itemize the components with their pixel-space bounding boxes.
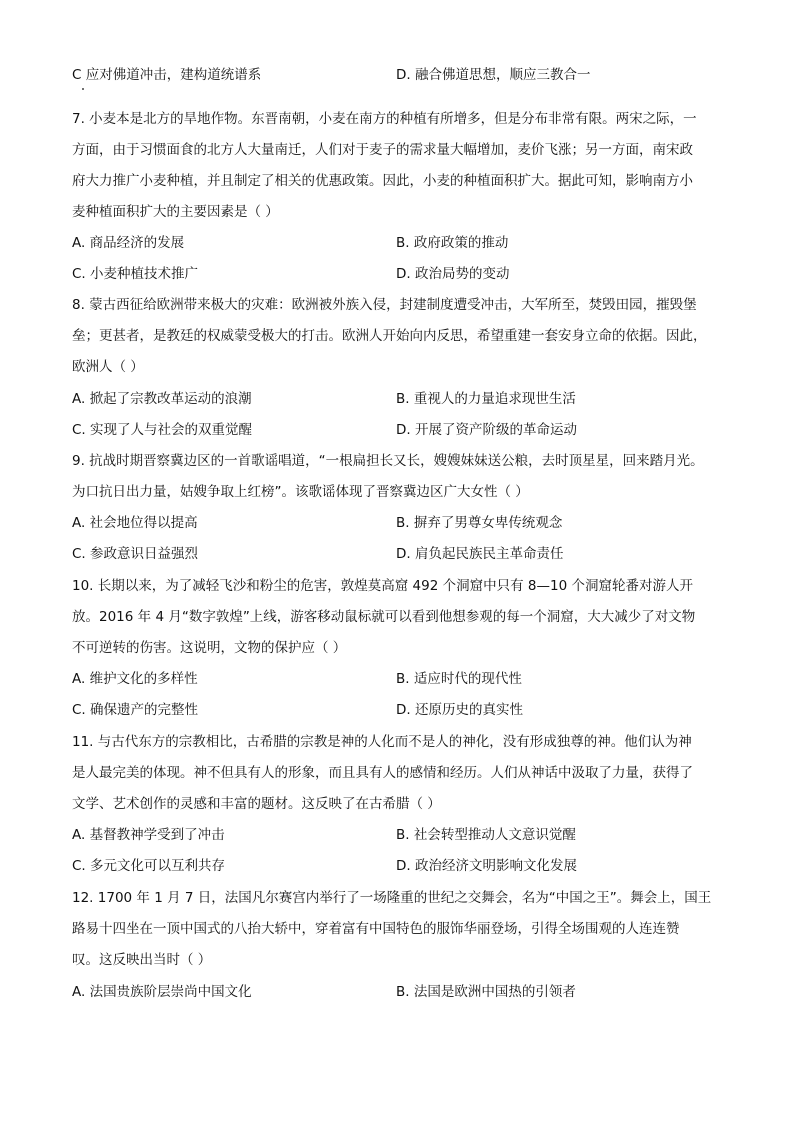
q8-stem-line-1: 8. 蒙古西征给欧洲带来极大的灾难：欧洲被外族入侵，封建制度遭受冲击，大军所至，焚毁田园，摧毁堡: [72, 297, 697, 313]
stray-dot: [82, 88, 84, 90]
q8-stem-line-2: 垒；更甚者，是教廷的权威蒙受极大的打击。欧洲人开始向内反思，希望重建一套安身立命的依据。因此，: [72, 328, 707, 344]
q11-stem-line-1: 11. 与古代东方的宗教相比，古希腊的宗教是神的人化而不是人的神化，没有形成独尊的神。他们认为神: [72, 734, 692, 750]
q7-stem-line-1: 7. 小麦本是北方的旱地作物。东晋南朝，小麦在南方的种植有所增多，但是分布非常有限。两宋之际，一: [72, 111, 697, 127]
q7-option-a: A. 商品经济的发展: [72, 235, 185, 251]
q9-option-c: C. 参政意识日益强烈: [72, 546, 199, 562]
q10-option-c: C. 确保遗产的完整性: [72, 702, 199, 718]
q8-stem-line-3: 欧洲人（ ）: [72, 359, 144, 375]
q6-option-c: C 应对佛道冲击，建构道统谱系: [72, 67, 262, 83]
q10-option-d: D. 还原历史的真实性: [396, 702, 523, 718]
q12-stem-line-1: 12. 1700 年 1 月 7 日，法国凡尔赛宫内举行了一场隆重的世纪之交舞会，名为“中国之王”。舞会上，国王: [72, 890, 712, 906]
q9-option-b: B. 摒弃了男尊女卑传统观念: [396, 515, 563, 531]
q11-option-b: B. 社会转型推动人文意识觉醒: [396, 827, 576, 843]
q10-option-b: B. 适应时代的现代性: [396, 671, 522, 687]
q8-option-c: C. 实现了人与社会的双重觉醒: [72, 422, 253, 438]
q12-option-a: A. 法国贵族阶层崇尚中国文化: [72, 984, 252, 1000]
q11-option-d: D. 政治经济文明影响文化发展: [396, 858, 577, 874]
q7-option-b: B. 政府政策的推动: [396, 235, 509, 251]
q10-option-a: A. 维护文化的多样性: [72, 671, 198, 687]
q9-option-a: A. 社会地位得以提高: [72, 515, 198, 531]
q12-option-b: B. 法国是欧洲中国热的引领者: [396, 984, 576, 1000]
q9-stem-line-2: 为口抗日出力量，姑嫂争取上红榜”。该歌谣体现了晋察冀边区广大女性（ ）: [72, 484, 529, 500]
q11-stem-line-3: 文学、艺术创作的灵感和丰富的题材。这反映了在古希腊（ ）: [72, 796, 441, 812]
q8-option-d: D. 开展了资产阶级的革命运动: [396, 422, 577, 438]
q10-stem-line-2: 放。2016 年 4 月“数字敦煌”上线，游客移动鼠标就可以看到他想参观的每一个洞窟，大大减少了对文物: [72, 609, 696, 625]
q7-option-c: C. 小麦种植技术推广: [72, 266, 199, 282]
q11-option-a: A. 基督教神学受到了冲击: [72, 827, 225, 843]
q11-stem-line-2: 是人最完美的体现。神不但具有人的形象，而且具有人的感情和经历。人们从神话中汲取了力量，获得了: [72, 765, 693, 781]
q8-option-a: A. 掀起了宗教改革运动的浪潮: [72, 391, 252, 407]
q11-option-c: C. 多元文化可以互利共存: [72, 858, 226, 874]
q12-stem-line-2: 路易十四坐在一顶中国式的八抬大轿中，穿着富有中国特色的服饰华丽登场，引得全场围观的人连连赞: [72, 921, 680, 937]
q7-stem-line-2: 方面，由于习惯面食的北方人大量南迁，人们对于麦子的需求量大幅增加，麦价飞涨；另一方面，南宋政: [72, 142, 693, 158]
q7-stem-line-3: 府大力推广小麦种植，并且制定了相关的优惠政策。因此，小麦的种植面积扩大。据此可知，影响南方小: [72, 173, 693, 189]
q7-option-d: D. 政治局势的变动: [396, 266, 510, 282]
q6-option-d: D. 融合佛道思想，顺应三教合一: [396, 67, 591, 83]
q7-stem-line-4: 麦种植面积扩大的主要因素是（ ）: [72, 204, 279, 220]
q10-stem-line-1: 10. 长期以来，为了减轻飞沙和粉尘的危害，敦煌莫高窟 492 个洞窟中只有 8—10 个洞窟轮番对游人开: [72, 578, 693, 594]
q8-option-b: B. 重视人的力量追求现世生活: [396, 391, 576, 407]
q9-stem-line-1: 9. 抗战时期晋察冀边区的一首歌谣唱道，“一根扁担长又长，嫂嫂妹妹送公粮，去时顶星星，回来踏月光。: [72, 453, 704, 469]
q12-stem-line-3: 叹。这反映出当时（ ）: [72, 952, 212, 968]
q10-stem-line-3: 不可逆转的伤害。这说明，文物的保护应（ ）: [72, 640, 347, 656]
q9-option-d: D. 肩负起民族民主革命责任: [396, 546, 564, 562]
